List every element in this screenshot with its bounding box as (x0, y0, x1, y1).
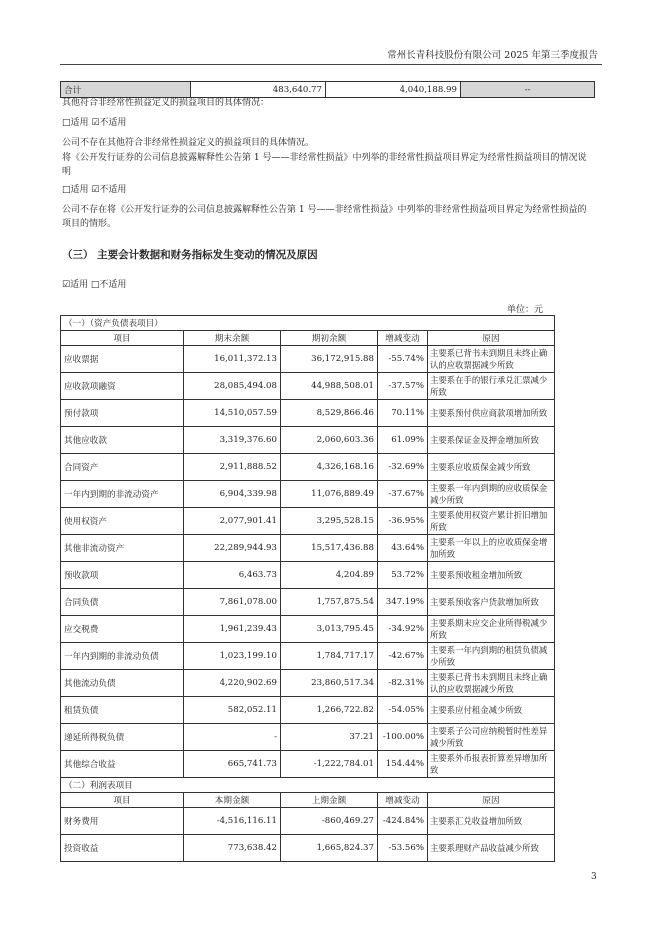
balance-section-title-row (61, 316, 555, 331)
total-current: 483,640.77 (191, 82, 326, 98)
row-item-name: 投资收益 (61, 835, 184, 862)
table-row (61, 454, 555, 481)
income-header-row (61, 793, 555, 808)
row-reason: 主要系一年内到期的应收质保金减少所致 (428, 481, 555, 508)
row-reason: 主要系保证金及押金增加所致 (428, 427, 555, 454)
col-header-begin-balance: 期初余额 (281, 331, 378, 346)
row-value-b: 1,784,717.17 (281, 643, 378, 670)
row-reason: 主要系一年以上的应收质保金增加所致 (428, 535, 555, 562)
table-row (61, 508, 555, 535)
row-reason: 主要系汇兑收益增加所致 (428, 808, 555, 835)
row-value-a: 2,077,901.41 (184, 508, 281, 535)
table-row (61, 427, 555, 454)
row-change-pct: -32.69% (378, 454, 428, 481)
row-change-pct: -42.67% (378, 643, 428, 670)
balance-header-row (61, 331, 555, 346)
no-other-items-text: 公司不存在其他符合非经常性损益定义的损益项目的具体情况。 (62, 138, 315, 148)
row-value-a: 665,741.73 (184, 751, 281, 778)
row-item-name: 合同资产 (61, 454, 184, 481)
row-value-b: 37.21 (281, 724, 378, 751)
table-row (61, 697, 555, 724)
row-reason: 主要系应收质保金减少所致 (428, 454, 555, 481)
unit-label: 单位：元 (507, 305, 544, 315)
col-header-item: 项目 (61, 331, 184, 346)
row-item-name: 使用权资产 (61, 508, 184, 535)
row-value-b: 15,517,436.88 (281, 535, 378, 562)
page-number: 3 (591, 872, 597, 882)
row-value-b: -860,469.27 (281, 808, 378, 835)
row-change-pct: 70.11% (378, 400, 428, 427)
income-section-title: （二）利润表项目 (61, 778, 555, 793)
row-item-name: 递延所得税负债 (61, 724, 184, 751)
row-value-b: 3,013,795.45 (281, 616, 378, 643)
row-change-pct: -424.84% (378, 808, 428, 835)
row-change-pct: 154.44% (378, 751, 428, 778)
row-item-name: 一年内到期的非流动负债 (61, 643, 184, 670)
row-value-b: 1,266,722.82 (281, 697, 378, 724)
row-value-a: 6,463.73 (184, 562, 281, 589)
row-item-name: 应收票据 (61, 346, 184, 373)
reclassification-text: 将《公开发行证券的公司信息披露解释性公告第 1 号——非经常性损益》中列举的非经常性损益项目界定为经常性损益项目的情况说明 (62, 153, 587, 177)
row-change-pct: 43.64% (378, 535, 428, 562)
row-reason: 主要系在手的银行承兑汇票减少所致 (428, 373, 555, 400)
col-header-reason: 原因 (428, 331, 555, 346)
row-value-b: -1,222,784.01 (281, 751, 378, 778)
row-value-b: 3,295,528.15 (281, 508, 378, 535)
applicability-check-2: □适用 ☑不适用 (62, 185, 127, 195)
table-row (61, 535, 555, 562)
row-item-name: 租赁负债 (61, 697, 184, 724)
row-reason: 主要系预收客户货款增加所致 (428, 589, 555, 616)
row-value-b: 23,860,517.34 (281, 670, 378, 697)
balance-section-title: （一）（资产负债表项目） (61, 316, 555, 331)
row-change-pct: 61.09% (378, 427, 428, 454)
row-reason: 主要系预付供应商款项增加所致 (428, 400, 555, 427)
row-item-name: 一年内到期的非流动资产 (61, 481, 184, 508)
row-change-pct: -37.57% (378, 373, 428, 400)
row-value-b: 8,529,866.46 (281, 400, 378, 427)
table-row (61, 346, 555, 373)
other-items-text: 其他符合非经常性损益定义的损益项目的具体情况： (62, 98, 270, 108)
row-value-a: 6,904,339.98 (184, 481, 281, 508)
row-item-name: 应交税费 (61, 616, 184, 643)
table-row (61, 835, 555, 862)
row-value-a: 22,289,944.93 (184, 535, 281, 562)
row-item-name: 预付款项 (61, 400, 184, 427)
row-change-pct: -53.56% (378, 835, 428, 862)
row-value-b: 11,076,889.49 (281, 481, 378, 508)
row-change-pct: -100.00% (378, 724, 428, 751)
row-value-b: 4,326,168.16 (281, 454, 378, 481)
row-change-pct: 53.72% (378, 562, 428, 589)
row-reason: 主要系已背书未到期且未终止确认的应收票据减少所致 (428, 670, 555, 697)
row-value-b: 36,172,915.88 (281, 346, 378, 373)
no-reclassification-text: 公司不存在将《公开发行证券的公司信息披露解释性公告第 1 号——非经常性损益》中列举的非经常性损益项目界定为经常性损益的项目的情形。 (62, 205, 587, 229)
row-change-pct: -82.31% (378, 670, 428, 697)
income-section-title-row (61, 778, 555, 793)
table-row (61, 373, 555, 400)
row-item-name: 其他流动负债 (61, 670, 184, 697)
row-reason: 主要系已背书未到期且未终止确认的应收票据减少所致 (428, 346, 555, 373)
row-item-name: 预收款项 (61, 562, 184, 589)
row-value-a: 28,085,494.08 (184, 373, 281, 400)
income-rows (61, 808, 555, 862)
row-value-a: 4,220,902.69 (184, 670, 281, 697)
table-row (61, 643, 555, 670)
col-header-change: 增减变动 (378, 793, 428, 808)
row-value-a: 1,961,239.43 (184, 616, 281, 643)
row-value-a: 773,638.42 (184, 835, 281, 862)
table-row (61, 562, 555, 589)
row-change-pct: 347.19% (378, 589, 428, 616)
table-row (61, 400, 555, 427)
col-header-reason: 原因 (428, 793, 555, 808)
total-note: -- (461, 82, 595, 98)
col-header-item: 项目 (61, 793, 184, 808)
row-change-pct: -55.74% (378, 346, 428, 373)
applicability-check-1: □适用 ☑不适用 (62, 118, 127, 128)
report-header-title: 常州长青科技股份有限公司 2025 年第三季度报告 (387, 50, 598, 61)
table-row (61, 751, 555, 778)
row-reason: 主要系应付租金减少所致 (428, 697, 555, 724)
row-value-a: 16,011,372.13 (184, 346, 281, 373)
row-reason: 主要系子公司应纳税暂时性差异减少所致 (428, 724, 555, 751)
row-item-name: 其他综合收益 (61, 751, 184, 778)
total-ytd: 4,040,188.99 (326, 82, 461, 98)
row-value-b: 1,757,875.54 (281, 589, 378, 616)
row-change-pct: -54.05% (378, 697, 428, 724)
row-value-a: 1,023,199.10 (184, 643, 281, 670)
table-row (61, 808, 555, 835)
row-reason: 主要系外币报表折算差异增加所致 (428, 751, 555, 778)
row-value-a: 3,319,376.60 (184, 427, 281, 454)
row-change-pct: -37.67% (378, 481, 428, 508)
row-item-name: 合同负债 (61, 589, 184, 616)
table-row (61, 481, 555, 508)
row-value-a: 2,911,888.52 (184, 454, 281, 481)
section-applicability: ☑适用 □不适用 (62, 280, 127, 290)
col-header-change: 增减变动 (378, 331, 428, 346)
section-heading: （三） 主要会计数据和财务指标发生变动的情况及原因 (62, 249, 318, 261)
balance-rows (61, 346, 555, 778)
row-value-b: 4,204.89 (281, 562, 378, 589)
row-value-b: 1,665,824.37 (281, 835, 378, 862)
row-reason: 主要系理财产品收益减少所致 (428, 835, 555, 862)
summary-total-row (61, 82, 595, 98)
table-row (61, 724, 555, 751)
table-row (61, 670, 555, 697)
col-header-current-period: 本期金额 (184, 793, 281, 808)
row-value-a: -4,516,116.11 (184, 808, 281, 835)
row-reason: 主要系预收租金增加所致 (428, 562, 555, 589)
row-value-a: - (184, 724, 281, 751)
summary-total-table (60, 81, 595, 98)
row-item-name: 其他非流动资产 (61, 535, 184, 562)
row-value-a: 582,052.11 (184, 697, 281, 724)
row-item-name: 应收款项融资 (61, 373, 184, 400)
total-label: 合计 (61, 82, 191, 98)
row-reason: 主要系一年内到期的租赁负债减少所致 (428, 643, 555, 670)
row-item-name: 其他应收款 (61, 427, 184, 454)
row-value-a: 14,510,057.59 (184, 400, 281, 427)
row-change-pct: -34.92% (378, 616, 428, 643)
col-header-end-balance: 期末余额 (184, 331, 281, 346)
row-reason: 主要系使用权资产累计折旧增加所致 (428, 508, 555, 535)
row-value-b: 2,060,603.36 (281, 427, 378, 454)
header-divider (60, 64, 602, 65)
row-value-b: 44,988,508.01 (281, 373, 378, 400)
changes-table (60, 315, 555, 862)
row-change-pct: -36.95% (378, 508, 428, 535)
row-item-name: 财务费用 (61, 808, 184, 835)
table-row (61, 616, 555, 643)
col-header-prior-period: 上期金额 (281, 793, 378, 808)
row-value-a: 7,861,078.00 (184, 589, 281, 616)
table-row (61, 589, 555, 616)
row-reason: 主要系期末应交企业所得税减少所致 (428, 616, 555, 643)
